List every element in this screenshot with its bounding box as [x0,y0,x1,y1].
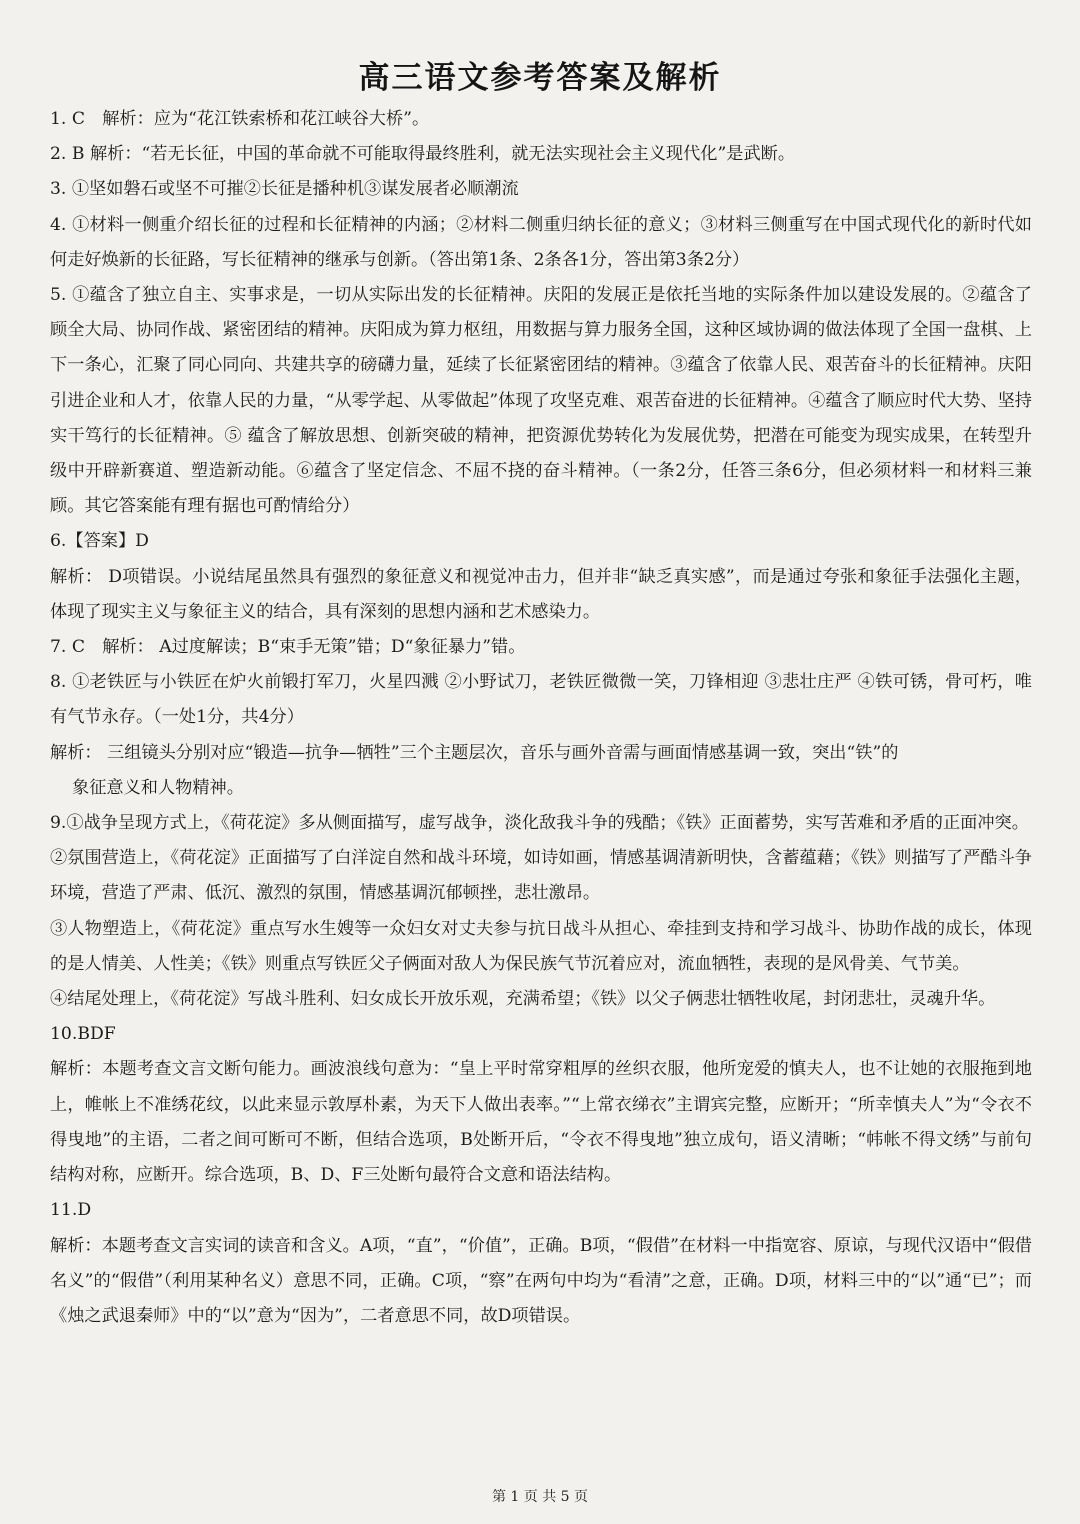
answer-q1: 1. C 解析：应为“花江铁索桥和花江峡谷大桥”。 [50,109,430,129]
answer-q3: 3. ①坚如磐石或坚不可摧②长征是播种机③谋发展者必顺潮流 [50,179,519,200]
answer-q11: 11.D [50,1200,92,1221]
answer-q8: 8. ①老铁匠与小铁匠在炉火前锻打军刀，火星四溅 ②小野试刀，老铁匠微微一笑，刀锋相迎 ③悲壮庄严 ④铁可锈，骨可朽，唯有气节永存。（一处1分，共4分） [50,672,1032,728]
analysis-q8: 解析： 三组镜头分别对应“锻造—抗争—牺牲”三个主题层次，音乐与画外音需与画面情感基调一致，突出“铁”的 [50,742,899,763]
answer-q9-1: 9.①战争呈现方式上，《荷花淀》多从侧面描写，虚写战争，淡化敌我斗争的残酷；《铁》正面蓄势，实写苦难和矛盾的正面冲突。 [50,813,1029,834]
answer-q9-3: ③人物塑造上，《荷花淀》重点写水生嫂等一众妇女对丈夫参与抗日战斗从担心、牵挂到支持和学习战斗、协助作战的成长，体现的是人情美、人性美；《铁》则重点写铁匠父子俩面对敌人为保民族气节沉着应对，流血牺牲，表现的是风骨美、气节美。 [50,918,1032,974]
answer-q9-2: ②氛围营造上，《荷花淀》正面描写了白洋淀自然和战斗环境，如诗如画，情感基调清新明快，含蓄蕴藉；《铁》则描写了严酷斗争环境，营造了严肃、低沉、激烈的氛围，情感基调沉郁顿挫，悲壮激昂。 [50,848,1032,904]
analysis-q11: 解析：本题考查文言实词的读音和含义。A项，“直”，“价值”，正确。B项，“假借”在材料一中指宽容、原谅，与现代汉语中“假借名义”的“假借”（利用某种名义）意思不同，正确。C项，“察”在两句中均为“看清”之意，正确。D项，材料三中的“以”通“已”；而《烛之武退秦师》中的“以”意为“因为”，二者意思不同，故D项错误。 [50,1235,1032,1326]
answer-q5: 5. ①蕴含了独立自主、实事求是，一切从实际出发的长征精神。庆阳的发展正是依托当地的实际条件加以建设发展的。②蕴含了顾全大局、协同作战、紧密团结的精神。庆阳成为算力枢纽，用数据与算力服务全国，这种区域协调的做法体现了全国一盘棋、上下一条心，汇聚了同心同向、共建共享的磅礴力量，延续了长征紧密团结的精神。③蕴含了依靠人民、艰苦奋斗的长征精神。庆阳引进企业和人才，依靠人民的力量，“从零学起、从零做起”体现了攻坚克难、艰苦奋进的长征精神。④蕴含了顺应时代大势、坚持实干笃行的长征精神。⑤ 蕴含了解放思想、创新突破的精神，把资源优势转化为发展优势，把潜在可能变为现实成果，在转型升级中开辟新赛道、塑造新动能。⑥蕴含了坚定信念、不屈不挠的奋斗精神。（一条2分，任答三条6分，但必须材料一和材料三兼顾。其它答案能有理有据也可酌情给分） [50,285,1032,517]
page-footer: 第 1 页 共 5 页 [491,1489,589,1505]
answer-q2: 2. B 解析：“若无长征，中国的革命就不可能取得最终胜利，就无法实现社会主义现代化”是武断。 [50,144,796,165]
analysis-q10: 解析：本题考查文言文断句能力。画波浪线句意为：“皇上平时常穿粗厚的丝织衣服，他所宠爱的慎夫人，也不让她的衣服拖到地上，帷帐上不准绣花纹，以此来显示敦厚朴素，为天下人做出表率。”“上常衣绨衣”主谓宾完整，应断开；“所幸慎夫人”为“令衣不得曳地”的主语，二者之间可断可不断，但结合选项，B处断开后，“令衣不得曳地”独立成句，语义清晰；“帏帐不得文绣”与前句结构对称，应断开。综合选项，B、D、F三处断句最符合文意和语法结构。 [50,1059,1032,1186]
analysis-q6: 解析： D项错误。小说结尾虽然具有强烈的象征意义和视觉冲击力，但并非“缺乏真实感”，而是通过夸张和象征手法强化主题，体现了现实主义与象征主义的结合，具有深刻的思想内涵和艺术感染力。 [50,566,1032,622]
answer-q4: 4. ①材料一侧重介绍长征的过程和长征精神的内涵；②材料二侧重归纳长征的意义；③材料三侧重写在中国式现代化的新时代如何走好焕新的长征路，写长征精神的继承与创新。（答出第1条、2条各1分，答出第3条2分） [50,214,1032,270]
answer-q9-4: ④结尾处理上，《荷花淀》写战斗胜利、妇女成长开放乐观，充满希望；《铁》以父子俩悲壮牺牲收尾，封闭悲壮，灵魂升华。 [50,989,996,1010]
answer-content [50,102,1032,1334]
answer-q7: 7. C 解析： A过度解读；B“束手无策”错；D“象征暴力”错。 [50,637,526,658]
page-title: 高三语文参考答案及解析 [358,60,722,96]
answer-q10: 10.BDF [50,1024,116,1045]
answer-q6: 6.【答案】D [50,531,149,552]
analysis-q8-cont: 象征意义和人物精神。 [72,777,244,798]
